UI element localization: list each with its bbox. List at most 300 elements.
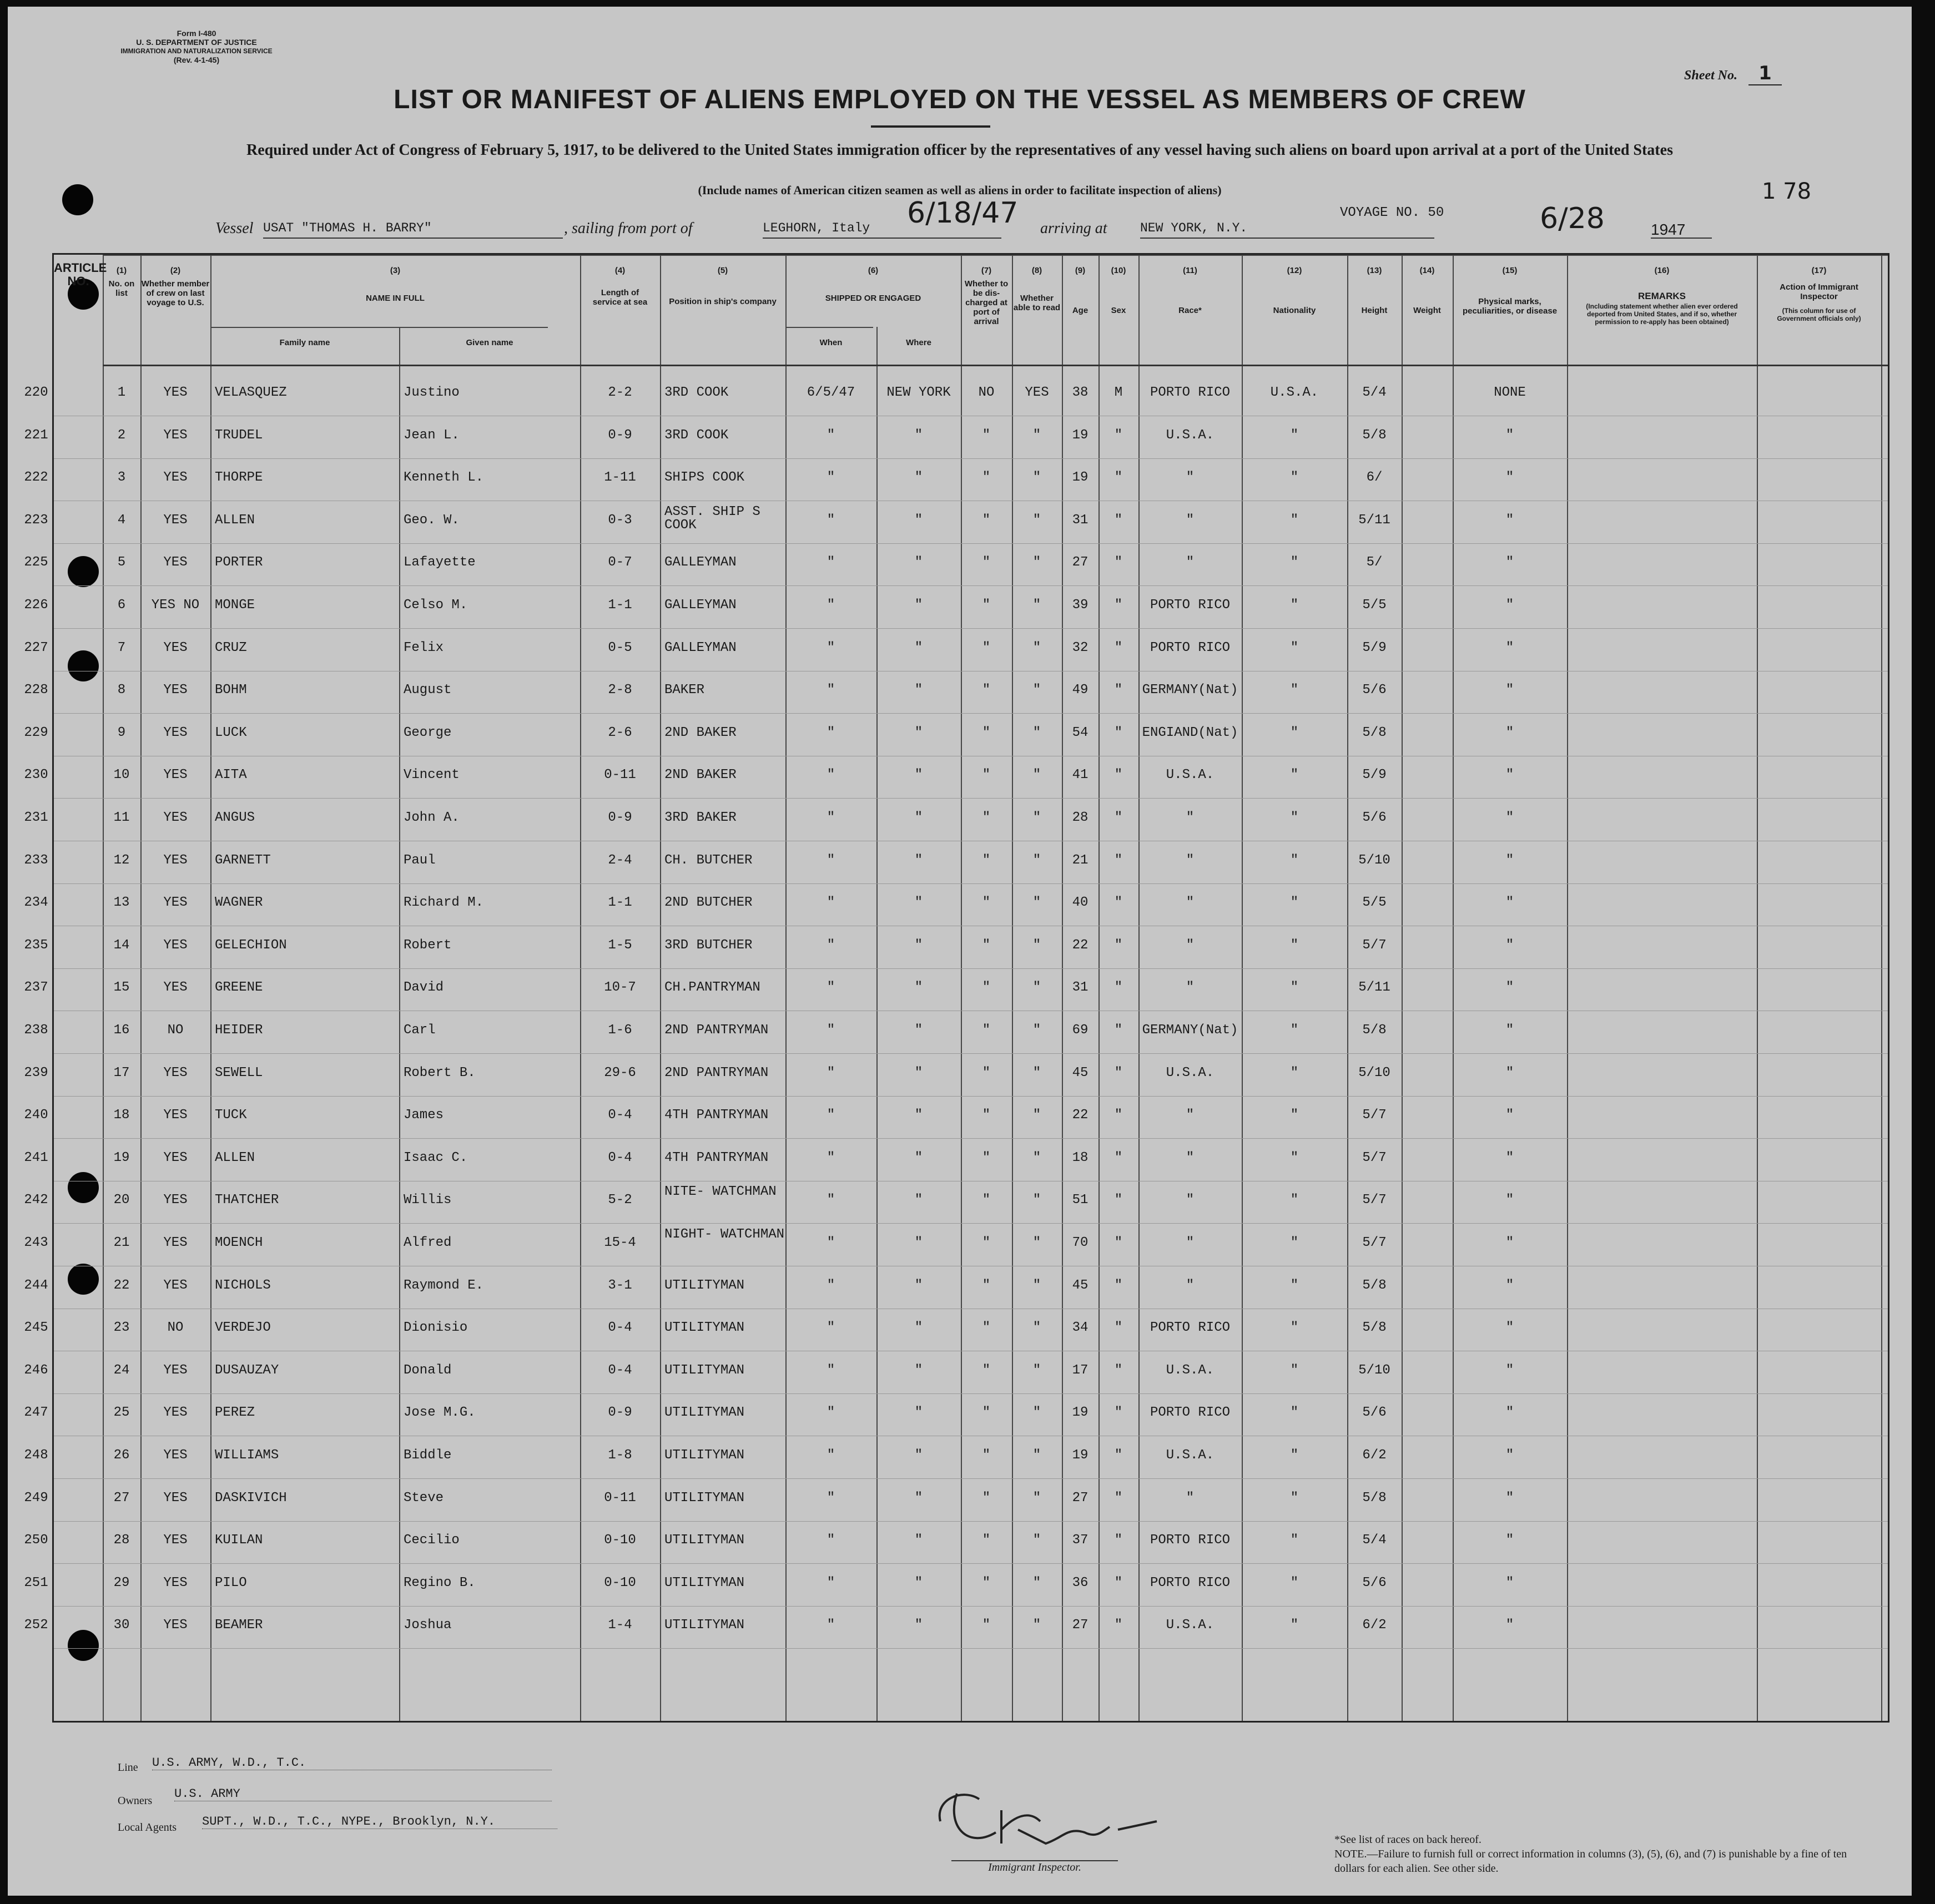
table-row [24, 1104, 1888, 1146]
cell-article-number: 225 [24, 555, 48, 570]
cell-last-voyage: YES [163, 1235, 188, 1250]
cell-shipped-when: " [827, 512, 835, 528]
family-name-header: Family name [279, 338, 330, 347]
cell-family-name: AITA [215, 767, 247, 783]
cell-last-voyage: YES [163, 470, 188, 486]
cell-able-to-read: " [1032, 1618, 1041, 1633]
cell-last-voyage: YES [163, 1490, 188, 1506]
cell-service-length: 0-9 [608, 1405, 632, 1421]
cell-age: 49 [1072, 683, 1089, 698]
cell-physical-marks: " [1505, 1405, 1514, 1421]
cell-race: PORTO RICO [1150, 1405, 1231, 1421]
cell-able-to-read: " [1032, 1150, 1041, 1165]
row-rule [54, 1478, 1888, 1479]
cell-able-to-read: " [1032, 1490, 1041, 1506]
cell-shipped-where: " [914, 1065, 923, 1080]
cell-race: PORTO RICO [1150, 640, 1231, 655]
row-rule [54, 628, 1888, 629]
cell-service-length: 0-7 [608, 555, 632, 570]
col17-number: (17) [1811, 266, 1827, 275]
cell-shipped-where: " [914, 1277, 923, 1293]
cell-shipped-where: " [914, 1448, 923, 1463]
col15-header: Physical marks, peculiarities, or disease [1462, 297, 1558, 316]
form-info [74, 29, 319, 64]
cell-position: UTILITYMAN [664, 1405, 745, 1421]
cell-race: PORTO RICO [1150, 1320, 1231, 1336]
cell-age: 37 [1072, 1533, 1089, 1548]
cell-able-to-read: " [1032, 725, 1041, 740]
cell-last-voyage: YES [163, 937, 188, 953]
vessel-name: USAT "THOMAS H. BARRY" [263, 221, 563, 239]
cell-given-name: Steve [404, 1490, 444, 1506]
col2-number: (2) [170, 266, 181, 275]
cell-last-voyage: YES [163, 1193, 188, 1208]
cell-race: " [1186, 980, 1195, 996]
cell-service-length: 10-7 [604, 980, 636, 996]
cell-shipped-when: " [827, 1533, 835, 1548]
cell-age: 69 [1072, 1023, 1089, 1038]
cell-service-length: 1-1 [608, 895, 632, 911]
cell-given-name: Paul [404, 852, 436, 868]
cell-service-length: 5-2 [608, 1193, 632, 1208]
cell-shipped-when: " [827, 1023, 835, 1038]
cell-given-name: Geo. W. [404, 512, 460, 528]
cell-article-number: 237 [24, 980, 48, 996]
cell-able-to-read: " [1032, 1533, 1041, 1548]
cell-height: 6/2 [1362, 1448, 1387, 1463]
cell-service-length: 2-8 [608, 683, 632, 698]
col6-header: SHIPPED OR ENGAGED [825, 294, 921, 303]
form-number: Form I-480 [177, 29, 216, 38]
cell-race: U.S.A. [1166, 1448, 1215, 1463]
cell-position: UTILITYMAN [664, 1575, 745, 1590]
cell-discharged: " [982, 1362, 991, 1378]
table-row [24, 1572, 1888, 1614]
col2-header: Whether member of crew on last voyage to U.S. [141, 279, 210, 307]
cell-last-voyage: YES [163, 1405, 188, 1421]
cell-discharged: " [982, 1193, 991, 1208]
cell-last-voyage: YES [163, 555, 188, 570]
cell-discharged: " [982, 1320, 991, 1336]
cell-nationality: " [1290, 1235, 1299, 1250]
cell-last-voyage: YES NO [151, 598, 200, 613]
cell-list-number: 8 [117, 683, 126, 698]
cell-last-voyage: NO [167, 1023, 184, 1038]
cell-shipped-where: " [914, 1490, 923, 1506]
cell-list-number: 12 [113, 852, 130, 868]
cell-shipped-where: " [914, 598, 923, 613]
cell-position: SHIPS COOK [664, 470, 745, 486]
cell-last-voyage: YES [163, 810, 188, 825]
cell-physical-marks: " [1505, 598, 1514, 613]
cell-shipped-when: " [827, 683, 835, 698]
cell-given-name: Robert B. [404, 1065, 476, 1080]
cell-service-length: 1-8 [608, 1448, 632, 1463]
cell-physical-marks: " [1505, 810, 1514, 825]
document-title: LIST OR MANIFEST OF ALIENS EMPLOYED ON THE VESSEL AS MEMBERS OF CREW [394, 85, 1526, 114]
cell-family-name: PEREZ [215, 1405, 255, 1421]
cell-position: ASST. SHIP S COOK [664, 504, 760, 533]
article-header: ARTICLE NO. [54, 261, 107, 288]
cell-nationality: " [1290, 767, 1299, 783]
shipped-when-header: When [819, 338, 843, 347]
cell-discharged: " [982, 810, 991, 825]
cell-nationality: " [1290, 1193, 1299, 1208]
cell-height: 5/7 [1362, 1193, 1387, 1208]
cell-discharged: " [982, 1490, 991, 1506]
cell-position: BAKER [664, 683, 705, 698]
table-row [24, 504, 1888, 551]
cell-height: 5/8 [1362, 1490, 1387, 1506]
cell-article-number: 223 [24, 512, 48, 528]
cell-given-name: James [404, 1108, 444, 1123]
cell-list-number: 7 [117, 640, 126, 655]
cell-race: PORTO RICO [1150, 598, 1231, 613]
cell-position: 4TH PANTRYMAN [664, 1108, 769, 1123]
col16-note: (Including statement whether alien ever ordered deported from United States, and if so, whether permission to re-apply has been obtained) [1586, 302, 1738, 326]
table-row [24, 976, 1888, 1018]
cell-age: 21 [1072, 852, 1089, 868]
col8-header: Whether able to read [1013, 294, 1061, 312]
cell-nationality: " [1290, 470, 1299, 486]
cell-given-name: John A. [404, 810, 460, 825]
cell-age: 31 [1072, 512, 1089, 528]
cell-shipped-when: " [827, 470, 835, 486]
col6-number: (6) [868, 266, 879, 275]
cell-given-name: Kenneth L. [404, 470, 484, 486]
cell-able-to-read: " [1032, 427, 1041, 443]
row-rule [54, 543, 1888, 544]
cell-discharged: " [982, 1277, 991, 1293]
cell-age: 19 [1072, 470, 1089, 486]
cell-able-to-read: " [1032, 1235, 1041, 1250]
cell-nationality: " [1290, 683, 1299, 698]
col11-number: (11) [1183, 266, 1197, 275]
cell-sex: " [1114, 1448, 1123, 1463]
table-row [24, 891, 1888, 933]
cell-physical-marks: " [1505, 725, 1514, 740]
cell-position: 3RD COOK [664, 385, 729, 400]
cell-sex: " [1114, 767, 1123, 783]
cell-discharged: " [982, 598, 991, 613]
cell-article-number: 234 [24, 895, 48, 911]
cell-last-voyage: YES [163, 683, 188, 698]
cell-article-number: 251 [24, 1575, 48, 1590]
cell-height: 5/10 [1358, 852, 1390, 868]
cell-given-name: Jean L. [404, 427, 460, 443]
document-subnote: (Include names of American citizen seamen as well as aliens in order to facilitate inspection of aliens) [698, 183, 1222, 197]
cell-discharged: " [982, 852, 991, 868]
cell-physical-marks: " [1505, 1108, 1514, 1123]
cell-height: 6/2 [1362, 1618, 1387, 1633]
row-rule [54, 1648, 1888, 1649]
cell-last-voyage: YES [163, 1618, 188, 1633]
col1-number: (1) [116, 266, 127, 275]
table-row [24, 1444, 1888, 1486]
shipped-where-header: Where [906, 338, 931, 347]
cell-sex: " [1114, 725, 1123, 740]
cell-physical-marks: " [1505, 767, 1514, 783]
sailing-label: , sailing from port of [564, 220, 693, 237]
row-rule [54, 1223, 1888, 1224]
table-row [24, 1401, 1888, 1443]
cell-service-length: 0-11 [604, 1490, 636, 1506]
cell-list-number: 26 [113, 1448, 130, 1463]
cell-position: GALLEYMAN [664, 555, 737, 570]
cell-article-number: 252 [24, 1618, 48, 1633]
cell-race: " [1186, 1277, 1195, 1293]
cell-able-to-read: " [1032, 512, 1041, 528]
cell-shipped-where: " [914, 1150, 923, 1165]
col9-header: Age [1072, 306, 1089, 315]
cell-article-number: 220 [24, 385, 48, 400]
cell-shipped-where: " [914, 725, 923, 740]
cell-shipped-where: " [914, 427, 923, 443]
cell-nationality: " [1290, 895, 1299, 911]
cell-service-length: 2-4 [608, 852, 632, 868]
cell-sex: " [1114, 1277, 1123, 1293]
cell-service-length: 0-10 [604, 1533, 636, 1548]
cell-height: 5/7 [1362, 1235, 1387, 1250]
cell-shipped-when: " [827, 980, 835, 996]
col17-note: (This column for use of Government officials only) [1777, 307, 1861, 322]
cell-sex: " [1114, 1235, 1123, 1250]
cell-family-name: MONGE [215, 598, 255, 613]
cell-service-length: 1-1 [608, 598, 632, 613]
cell-nationality: " [1290, 640, 1299, 655]
cell-shipped-where: " [914, 640, 923, 655]
cell-shipped-when: " [827, 1448, 835, 1463]
cell-article-number: 241 [24, 1150, 48, 1165]
cell-article-number: 226 [24, 598, 48, 613]
owners-value: U.S. ARMY [174, 1787, 552, 1801]
cell-family-name: TRUDEL [215, 427, 263, 443]
cell-service-length: 0-4 [608, 1320, 632, 1336]
vessel-label: Vessel [215, 220, 254, 237]
cell-last-voyage: YES [163, 427, 188, 443]
cell-race: PORTO RICO [1150, 385, 1231, 400]
cell-sex: " [1114, 1193, 1123, 1208]
cell-position: UTILITYMAN [664, 1533, 745, 1548]
cell-shipped-where: " [914, 1405, 923, 1421]
col12-number: (12) [1287, 266, 1302, 275]
cell-list-number: 23 [113, 1320, 130, 1336]
cell-age: 28 [1072, 810, 1089, 825]
col9-number: (9) [1075, 266, 1086, 275]
cell-height: 5/8 [1362, 427, 1387, 443]
table-row [24, 1062, 1888, 1104]
cell-physical-marks: NONE [1494, 385, 1526, 400]
cell-given-name: Lafayette [404, 555, 476, 570]
cell-family-name: BEAMER [215, 1618, 263, 1633]
cell-shipped-when: " [827, 1618, 835, 1633]
cell-family-name: MOENCH [215, 1235, 263, 1250]
cell-shipped-when: " [827, 1320, 835, 1336]
cell-able-to-read: " [1032, 1065, 1041, 1080]
row-rule [54, 713, 1888, 714]
cell-race: " [1186, 470, 1195, 486]
cell-given-name: Cecilio [404, 1533, 460, 1548]
cell-last-voyage: YES [163, 852, 188, 868]
table-row [24, 1227, 1888, 1274]
cell-physical-marks: " [1505, 937, 1514, 953]
cell-shipped-where: " [914, 810, 923, 825]
cell-race: " [1186, 1108, 1195, 1123]
arrival-date: 6/28 [1540, 202, 1605, 235]
cell-physical-marks: " [1505, 1533, 1514, 1548]
cell-discharged: NO [978, 385, 995, 400]
cell-discharged: " [982, 1235, 991, 1250]
cell-article-number: 249 [24, 1490, 48, 1506]
cell-given-name: Robert [404, 937, 452, 953]
table-row [24, 1184, 1888, 1231]
cell-nationality: " [1290, 512, 1299, 528]
cell-able-to-read: " [1032, 810, 1041, 825]
cell-able-to-read: " [1032, 1277, 1041, 1293]
cell-list-number: 30 [113, 1618, 130, 1633]
col11-header: Race* [1178, 306, 1202, 315]
cell-sex: " [1114, 1575, 1123, 1590]
cell-sex: " [1114, 937, 1123, 953]
cell-shipped-when: " [827, 1362, 835, 1378]
cell-nationality: U.S.A. [1270, 385, 1319, 400]
cell-height: 5/9 [1362, 640, 1387, 655]
cell-last-voyage: YES [163, 1108, 188, 1123]
cell-service-length: 1-11 [604, 470, 636, 486]
cell-list-number: 2 [117, 427, 126, 443]
cell-list-number: 20 [113, 1193, 130, 1208]
cell-family-name: THATCHER [215, 1193, 279, 1208]
col14-header: Weight [1413, 306, 1441, 315]
cell-shipped-where: " [914, 852, 923, 868]
cell-nationality: " [1290, 1448, 1299, 1463]
cell-family-name: ANGUS [215, 810, 255, 825]
cell-discharged: " [982, 1405, 991, 1421]
cell-service-length: 1-6 [608, 1023, 632, 1038]
cell-age: 51 [1072, 1193, 1089, 1208]
cell-age: 54 [1072, 725, 1089, 740]
cell-height: 5/5 [1362, 895, 1387, 911]
cell-height: 5/9 [1362, 767, 1387, 783]
cell-nationality: " [1290, 852, 1299, 868]
cell-able-to-read: YES [1025, 385, 1049, 400]
cell-list-number: 27 [113, 1490, 130, 1506]
cell-family-name: PORTER [215, 555, 263, 570]
manifest-sheet [8, 7, 1912, 1896]
cell-able-to-read: " [1032, 937, 1041, 953]
cell-service-length: 15-4 [604, 1235, 636, 1250]
cell-given-name: Willis [404, 1193, 452, 1208]
cell-family-name: VERDEJO [215, 1320, 271, 1336]
table-row [24, 466, 1888, 508]
cell-sex: " [1114, 1150, 1123, 1165]
sailing-port: LEGHORN, Italy [763, 221, 1001, 239]
cell-discharged: " [982, 725, 991, 740]
sheet-number [1684, 62, 1782, 85]
cell-discharged: " [982, 1150, 991, 1165]
stamp-number: 1 78 [1762, 179, 1812, 204]
cell-able-to-read: " [1032, 767, 1041, 783]
cell-age: 32 [1072, 640, 1089, 655]
cell-sex: " [1114, 810, 1123, 825]
table-row [24, 849, 1888, 891]
cell-position: UTILITYMAN [664, 1448, 745, 1463]
cell-race: GERMANY(Nat) [1142, 1023, 1238, 1038]
cell-shipped-where: " [914, 1108, 923, 1123]
cell-height: 5/5 [1362, 598, 1387, 613]
cell-height: 5/7 [1362, 937, 1387, 953]
cell-article-number: 244 [24, 1277, 48, 1293]
cell-given-name: Celso M. [404, 598, 468, 613]
cell-able-to-read: " [1032, 1362, 1041, 1378]
cell-discharged: " [982, 555, 991, 570]
cell-physical-marks: " [1505, 555, 1514, 570]
cell-given-name: Raymond E. [404, 1277, 484, 1293]
title-underline [871, 125, 990, 128]
cell-nationality: " [1290, 555, 1299, 570]
cell-age: 19 [1072, 1405, 1089, 1421]
cell-discharged: " [982, 980, 991, 996]
table-row [24, 1274, 1888, 1316]
cell-article-number: 243 [24, 1235, 48, 1250]
cell-sex: " [1114, 1108, 1123, 1123]
cell-nationality: " [1290, 810, 1299, 825]
cell-race: " [1186, 1150, 1195, 1165]
cell-service-length: 0-4 [608, 1150, 632, 1165]
cell-list-number: 9 [117, 725, 126, 740]
cell-age: 22 [1072, 1108, 1089, 1123]
cell-discharged: " [982, 1575, 991, 1590]
cell-age: 38 [1072, 385, 1089, 400]
cell-race: " [1186, 555, 1195, 570]
cell-family-name: DASKIVICH [215, 1490, 287, 1506]
cell-shipped-where: " [914, 1575, 923, 1590]
cell-position: 2ND BAKER [664, 767, 737, 783]
form-rev: (Rev. 4-1-45) [173, 55, 220, 64]
table-row [24, 1359, 1888, 1401]
cell-service-length: 3-1 [608, 1277, 632, 1293]
cell-article-number: 239 [24, 1065, 48, 1080]
col10-number: (10) [1111, 266, 1126, 275]
cell-position: UTILITYMAN [664, 1618, 745, 1633]
cell-family-name: BOHM [215, 683, 247, 698]
col14-number: (14) [1419, 266, 1435, 275]
cell-sex: " [1114, 1320, 1123, 1336]
cell-family-name: GARNETT [215, 852, 271, 868]
col17-header: Action of Immigrant Inspector [1780, 282, 1858, 301]
cell-given-name: Carl [404, 1023, 436, 1038]
cell-list-number: 6 [117, 598, 126, 613]
col5-header: Position in ship's company [669, 297, 777, 306]
owners-label: Owners [118, 1795, 153, 1807]
row-rule [54, 968, 1888, 969]
row-rule [54, 458, 1888, 459]
cell-last-voyage: YES [163, 980, 188, 996]
cell-position: CH. BUTCHER [664, 852, 753, 868]
cell-physical-marks: " [1505, 470, 1514, 486]
cell-last-voyage: YES [163, 640, 188, 655]
cell-sex: " [1114, 852, 1123, 868]
cell-family-name: THORPE [215, 470, 263, 486]
cell-height: 5/11 [1358, 980, 1390, 996]
table-row [24, 1147, 1888, 1189]
cell-race: " [1186, 1235, 1195, 1250]
cell-height: 5/4 [1362, 1533, 1387, 1548]
cell-nationality: " [1290, 937, 1299, 953]
cell-able-to-read: " [1032, 1575, 1041, 1590]
cell-article-number: 235 [24, 937, 48, 953]
col3-header: NAME IN FULL [366, 294, 425, 303]
